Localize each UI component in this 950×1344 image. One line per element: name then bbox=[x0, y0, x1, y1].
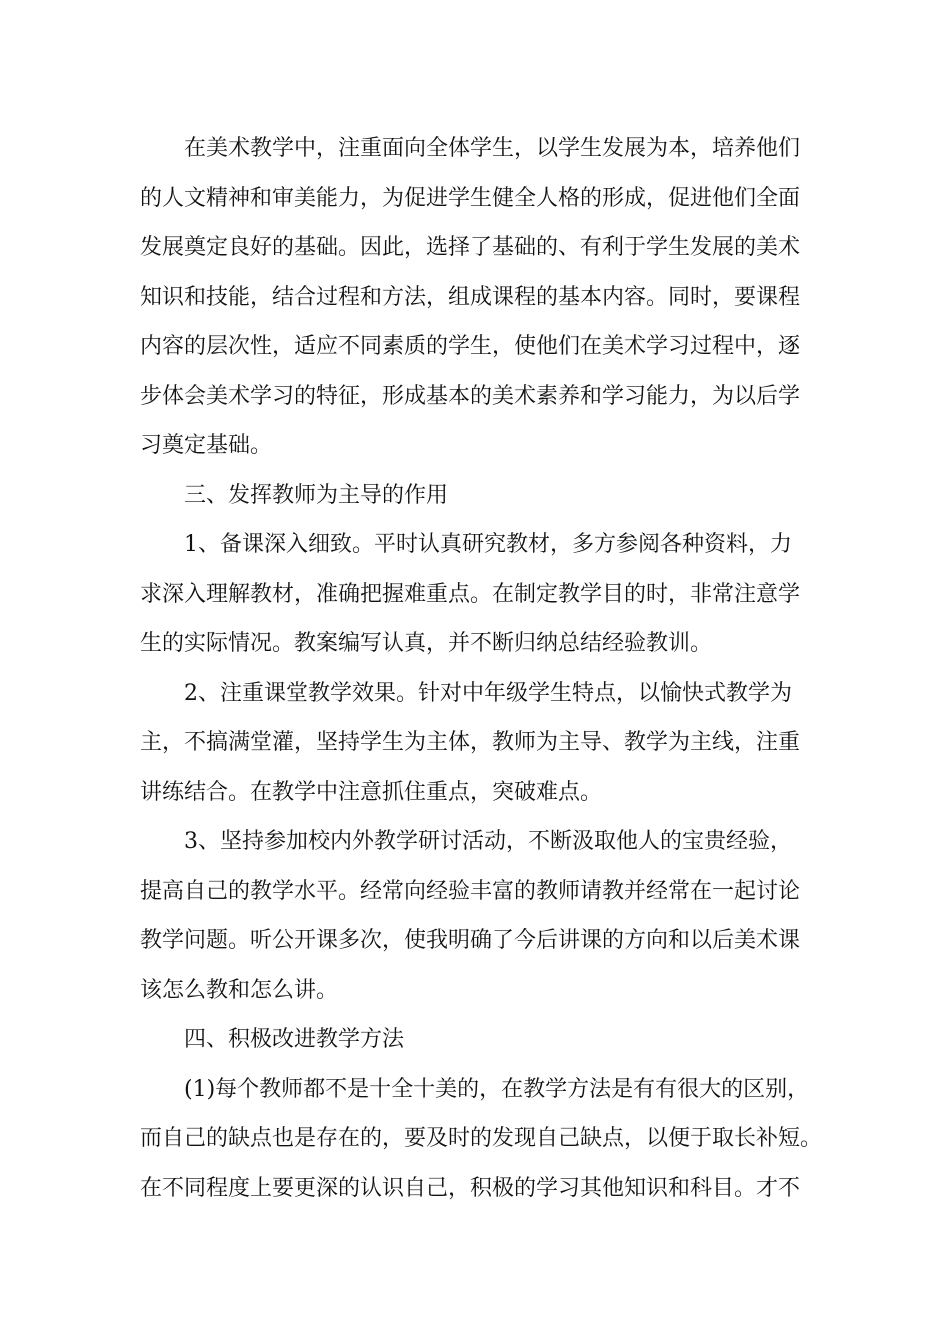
heading-text: 三、发挥教师为主导的作用 bbox=[184, 482, 449, 508]
text-line: 3、坚持参加校内外教学研讨活动，不断汲取他人的宝贵经验， bbox=[184, 829, 792, 854]
text-line: 2、注重课堂教学效果。针对中年级学生特点，以愉快式教学为 bbox=[184, 680, 792, 706]
paragraph-teaching-research bbox=[140, 817, 816, 1015]
text-line: 知识和技能，结合过程和方法，组成课程的基本内容。同时，要课程 bbox=[140, 284, 801, 310]
text-line: 发展奠定良好的基础。因此，选择了基础的、有利于学生发展的美术 bbox=[140, 235, 801, 260]
heading-text: 四、积极改进教学方法 bbox=[184, 1027, 405, 1052]
paragraph-classroom-effect bbox=[140, 669, 816, 818]
text-line: 习奠定基础。 bbox=[140, 433, 273, 458]
text-line: 内容的层次性，适应不同素质的学生，使他们在美术学习过程中，逐 bbox=[140, 334, 801, 359]
section-heading-improve-methods bbox=[140, 1015, 816, 1065]
text-line: 求深入理解教材，准确把握难重点。在制定教学目的时，非常注意学 bbox=[140, 581, 801, 607]
text-line: 步体会美术学习的特征，形成基本的美术素养和学习能力，为以后学 bbox=[140, 383, 801, 409]
document-body bbox=[140, 124, 823, 1213]
text-line: 在不同程度上要更深的认识自己，积极的学习其他知识和科目。才不 bbox=[140, 1175, 801, 1201]
text-line: 主，不搞满堂灌，坚持学生为主体，教师为主导、教学为主线，注重 bbox=[140, 730, 801, 755]
text-line: 生的实际情况。教案编写认真，并不断归纳总结经验教训。 bbox=[140, 631, 713, 656]
paragraph-lesson-preparation bbox=[140, 520, 816, 669]
text-line: 讲练结合。在教学中注意抓住重点，突破难点。 bbox=[140, 779, 603, 805]
text-line: 的人文精神和审美能力，为促进学生健全人格的形成，促进他们全面 bbox=[140, 185, 801, 211]
text-line: (1)每个教师都不是十全十美的，在教学方法是有有很大的区别， bbox=[184, 1076, 810, 1102]
text-line: 该怎么教和怎么讲。 bbox=[140, 977, 339, 1003]
text-line: 在美术教学中，注重面向全体学生，以学生发展为本，培养他们 bbox=[184, 136, 801, 161]
section-heading-teacher-role bbox=[140, 471, 816, 521]
text-line: 而自己的缺点也是存在的，要及时的发现自己缺点，以便于取长补短。 bbox=[140, 1126, 823, 1151]
text-line: 1、备课深入细致。平时认真研究教材，多方参阅各种资料，力 bbox=[184, 532, 792, 557]
paragraph-art-teaching-goals bbox=[140, 124, 816, 471]
text-line: 提高自己的教学水平。经常向经验丰富的教师请教并经常在一起讨论 bbox=[140, 878, 801, 904]
paragraph-self-improvement bbox=[140, 1065, 823, 1214]
text-line: 教学问题。听公开课多次，使我明确了今后讲课的方向和以后美术课 bbox=[140, 928, 801, 953]
